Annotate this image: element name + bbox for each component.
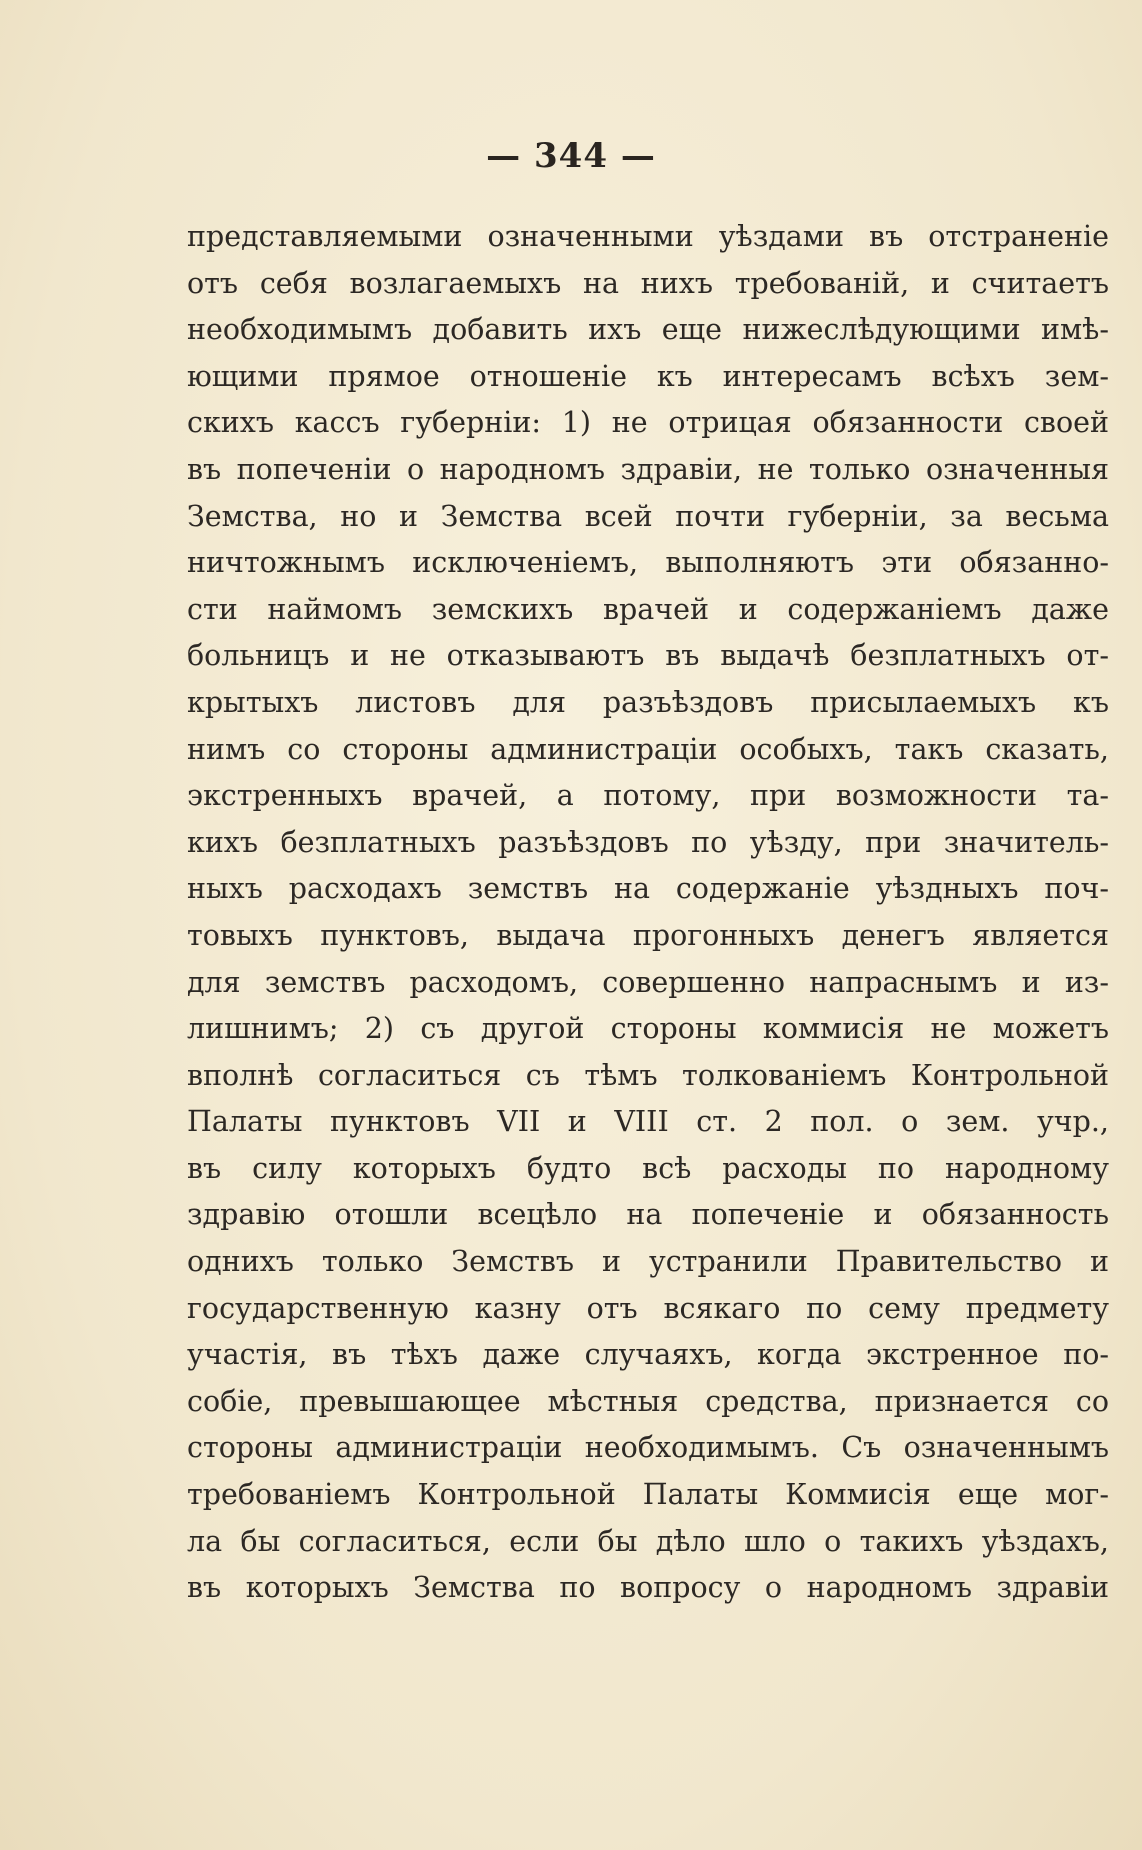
text-line: въ силу которыхъ будто всѣ расходы по народному [187, 1151, 1109, 1185]
text-line: представляемыми означенными уѣздами въ отстраненіе [187, 220, 1109, 253]
text-line: однихъ только Земствъ и устранили Правительство и [187, 1245, 1109, 1279]
text-line: собіе, превышающее мѣстныя средства, признается со [187, 1384, 1109, 1418]
text-line: нимъ со стороны администраціи особыхъ, такъ сказать, [187, 732, 1109, 766]
text-line: участія, въ тѣхъ даже случаяхъ, когда экстренное по- [187, 1338, 1109, 1372]
text-line: ла бы согласиться, если бы дѣло шло о такихъ уѣздахъ, [187, 1524, 1109, 1558]
text-line: ющими прямое отношеніе къ интересамъ всѣхъ зем- [187, 359, 1109, 393]
text-line: необходимымъ добавить ихъ еще нижеслѣдующими имѣ- [187, 313, 1109, 347]
text-line: сти наймомъ земскихъ врачей и содержаніемъ даже [187, 592, 1109, 626]
text-line: государственную казну отъ всякаго по сему предмету [187, 1291, 1109, 1325]
body-text [187, 214, 1109, 1612]
text-line: лишнимъ; 2) съ другой стороны коммисія не можетъ [187, 1012, 1109, 1046]
text-line: требованіемъ Контрольной Палаты Коммисія еще мог- [187, 1478, 1109, 1512]
text-line: въ попеченіи о народномъ здравіи, не только означенныя [187, 452, 1109, 486]
text-line: больницъ и не отказываютъ въ выдачѣ безплатныхъ от- [187, 639, 1109, 673]
text-line: отъ себя возлагаемыхъ на нихъ требованій, и считаетъ [187, 266, 1109, 300]
text-line: стороны администраціи необходимымъ. Съ означеннымъ [187, 1431, 1109, 1465]
text-line: въ которыхъ Земства по вопросу о народномъ здравіи [187, 1571, 1109, 1605]
text-line: кихъ безплатныхъ разъѣздовъ по уѣзду, при значитель- [187, 825, 1109, 859]
text-line: здравію отошли всецѣло на попеченіе и обязанность [187, 1198, 1109, 1232]
text-line: Палаты пунктовъ VII и VIII ст. 2 пол. о зем. учр., [187, 1105, 1109, 1139]
text-line: для земствъ расходомъ, совершенно напраснымъ и из- [187, 965, 1109, 999]
text-line: крытыхъ листовъ для разъѣздовъ присылаемыхъ къ [187, 685, 1109, 719]
text-line: скихъ кассъ губерніи: 1) не отрицая обязанности своей [187, 406, 1109, 440]
text-line: вполнѣ согласиться съ тѣмъ толкованіемъ Контрольной [187, 1058, 1109, 1092]
text-line: экстренныхъ врачей, а потому, при возможности та- [187, 779, 1109, 813]
text-line: ныхъ расходахъ земствъ на содержаніе уѣздныхъ поч- [187, 872, 1109, 906]
text-line: ничтожнымъ исключеніемъ, выполняютъ эти обязанно- [187, 546, 1109, 580]
page-number: — 344 — [486, 136, 656, 176]
text-line: Земства, но и Земства всей почти губерніи, за весьма [187, 499, 1109, 533]
text-line: товыхъ пунктовъ, выдача прогонныхъ денегъ является [187, 918, 1109, 952]
